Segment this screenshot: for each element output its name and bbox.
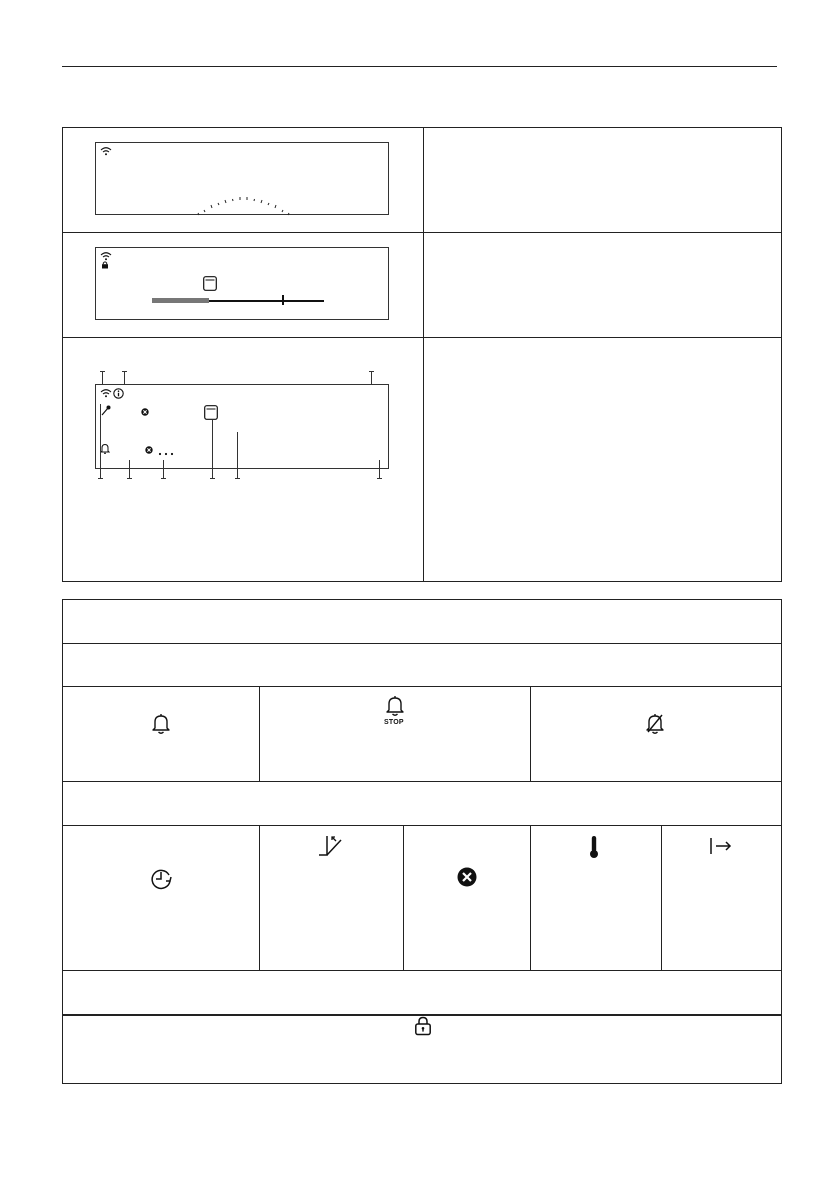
bell-off-icon [644,713,666,735]
table-row [63,782,781,825]
indicators-table [62,599,782,1084]
callout-tick [98,478,103,479]
clock-arrow-icon [149,866,173,890]
callout-tick [100,371,105,372]
function-cell [662,826,781,970]
cross-circle-small-icon [145,446,153,454]
progress-bar [152,298,324,303]
remote-lock-icon [101,261,109,269]
table-row [63,971,781,1014]
arrow-to-right-icon [709,837,733,855]
function-icons-row [63,826,781,970]
table-row [63,600,781,643]
callout-line [129,460,130,478]
callout-tick [369,371,374,372]
oven-icon [204,405,218,420]
display-screen [95,142,389,215]
callout-line [379,460,380,478]
callout-line [163,460,164,478]
function-cell [404,826,530,970]
callout-tick [377,478,382,479]
callout-tick [161,478,166,479]
bell-stop-icon [384,695,406,717]
callout-line [100,404,101,478]
display-examples-table [62,127,782,582]
bell-small-icon [100,443,110,454]
stop-label: STOP [384,719,404,726]
display-example-3 [63,338,423,581]
header-rule [62,66,777,67]
callout-tick [235,478,240,479]
callout-line [371,371,372,385]
alarm-cell [531,687,781,781]
lock-icon [414,1016,432,1036]
display-screen [95,384,389,469]
function-cell [260,826,403,970]
lock-row [63,1016,781,1083]
display-screen [95,247,389,320]
callout-line [124,371,125,385]
wifi-icon [100,146,112,156]
cross-circle-icon [457,867,477,887]
display-example-1 [63,128,423,232]
dots-icon [158,452,174,456]
display-example-2 [63,233,423,337]
cross-circle-small-icon [141,408,149,416]
info-icon [113,388,124,399]
oven-icon [203,276,217,291]
door-open-icon [317,834,345,858]
progress-marker [282,295,284,305]
wifi-icon [100,388,112,398]
callout-tick [122,371,127,372]
progress-fill [152,298,209,303]
probe-icon [101,405,111,416]
callout-tick [127,478,132,479]
function-cell [531,826,661,970]
dial-scale-icon [194,193,294,217]
display-example-2-description [424,233,781,337]
table-row [63,644,781,686]
function-cell [63,826,259,970]
display-example-1-description [424,128,781,232]
bell-icon [150,713,172,735]
alarm-cell [260,687,530,781]
alarm-icons-row [63,687,781,781]
thermometer-icon [588,835,600,859]
callout-tick [210,478,215,479]
callout-line [237,432,238,478]
wifi-icon [100,251,112,261]
callout-line [212,420,213,478]
callout-line [102,371,103,385]
display-example-3-description [424,338,781,581]
alarm-cell [63,687,259,781]
